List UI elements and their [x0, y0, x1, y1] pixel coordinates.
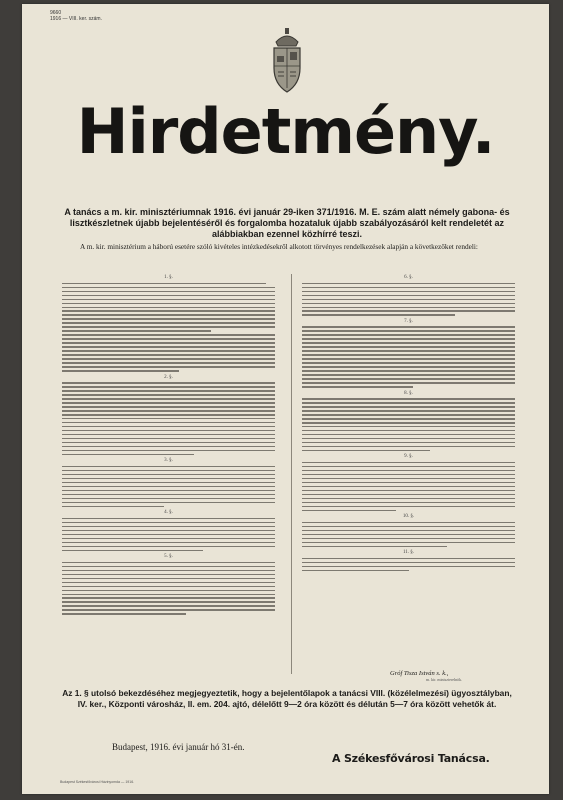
- section-body: [62, 382, 275, 455]
- budapest-coat-of-arms-icon: [262, 26, 312, 96]
- poster-title: Hirdetmény.: [76, 95, 495, 168]
- section-number: 7. §.: [404, 318, 413, 324]
- section-body: [62, 283, 275, 372]
- section-body: [62, 518, 275, 551]
- section-number: 11. §.: [402, 550, 415, 556]
- section-number: 4. §.: [164, 510, 173, 516]
- reference-number: [50, 10, 102, 22]
- section-number: 8. §.: [404, 390, 413, 396]
- section-number: 10. §.: [402, 514, 415, 520]
- section-body: [302, 522, 515, 547]
- section-body: [302, 283, 515, 316]
- right-column: [302, 272, 515, 682]
- signature-block: [390, 670, 462, 682]
- section-body: [62, 466, 275, 507]
- signature-role: m. kir. miniszterelnök.: [426, 677, 463, 682]
- section-number: 6. §.: [404, 275, 413, 280]
- intro-paragraph: A m. kir. minisztérium a háború esetére szóló kivételes intézkedésekről alkotott törvényes rendelkezések alapján a következőket rendeli:: [80, 242, 478, 251]
- left-column: [62, 272, 275, 682]
- section-body: [302, 398, 515, 451]
- section-number: 1. §.: [164, 275, 173, 280]
- column-divider: [291, 274, 292, 674]
- closing-note: Az 1. § utolsó bekezdéséhez megjegyeztetik, hogy a bejelentőlapok a tanácsi VIII. (közélelmezési) ügyosztályban, IV. ker., Központi városház, II. em. 204. ajtó, délelőtt 9—2 óra között és délután 5—7 óra között vehetők át.: [62, 688, 512, 709]
- section-number: 5. §.: [164, 554, 173, 560]
- section-body: [62, 562, 275, 615]
- poster-sheet: [22, 4, 549, 794]
- printer-imprint: Budapest Székesfővárosi Házinyomda — 1916.: [60, 780, 135, 784]
- lead-paragraph: A tanács a m. kir. minisztériumnak 1916. évi január 29-iken 371/1916. M. E. szám alatt némely gabona- és lisztkészletnek újabb bejelentéséről és forgalomba hozataluk újabb szabályozásáról kelt rendeletét az alábbiakban ezennel közhírré teszi.: [64, 207, 510, 239]
- reference-line-1: 9660: [50, 10, 62, 16]
- section-number: 2. §.: [164, 374, 173, 380]
- section-number: 3. §.: [164, 458, 173, 464]
- section-number: 9. §.: [404, 454, 413, 460]
- signature-name: Gróf Tisza István s. k.,: [390, 670, 449, 677]
- place-and-date: Budapest, 1916. évi január hó 31-én.: [112, 742, 245, 752]
- section-body: [302, 462, 515, 511]
- reference-line-2: 1916 — VIII. ker. szám.: [50, 16, 102, 22]
- section-body: [302, 326, 515, 387]
- section-body: [302, 558, 515, 571]
- issuer-signature: A Székesfővárosi Tanácsa.: [332, 752, 490, 765]
